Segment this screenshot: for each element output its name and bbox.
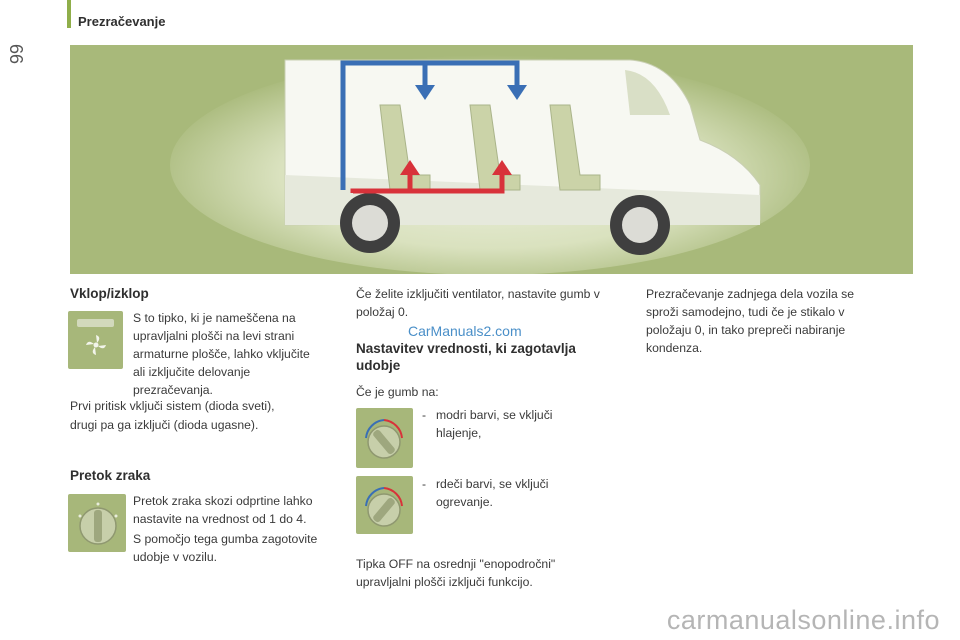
watermark-carmanualsonline: carmanualsonline.info bbox=[666, 605, 940, 635]
off-button-text: Tipka OFF na osrednji "enopodročni" upravljalni plošči izključi funkcijo. bbox=[356, 557, 556, 589]
on-off-description: S to tipko, ki je nameščena na upravljalni plošči na levi strani armaturne plošče, lahko vključite ali izključite delovanje prezračevanja. bbox=[133, 311, 310, 397]
heading-on-off: Vklop/izklop bbox=[70, 286, 149, 301]
fan-button-image bbox=[68, 311, 123, 369]
blue-knob-image bbox=[356, 408, 413, 468]
page-number: 66 bbox=[6, 44, 26, 65]
fan-off-text: Če želite izključiti ventilator, nastavite gumb v položaj 0. bbox=[356, 287, 600, 319]
heading-comfort-setting: Nastavitev vrednosti, ki zagotavlja udobje bbox=[356, 341, 576, 373]
rear-ventilation-text: Prezračevanje zadnjega dela vozila se sproži samodejno, tudi če je stikalo v položaju 0, in tako prepreči nabiranje kondenza. bbox=[646, 287, 854, 355]
heading-airflow: Pretok zraka bbox=[70, 468, 151, 483]
section-marker bbox=[67, 0, 71, 28]
section-title: Prezračevanje bbox=[78, 14, 166, 29]
first-press-text: Prvi pritisk vključi sistem (dioda sveti), bbox=[70, 399, 275, 413]
second-press-text: drugi pa ga izključi (dioda ugasne). bbox=[70, 418, 259, 432]
airflow-knob-icon bbox=[68, 494, 126, 552]
cold-knob-icon bbox=[356, 408, 413, 468]
fan-icon bbox=[84, 333, 108, 357]
bullet-dash-cold: - bbox=[422, 408, 427, 422]
knob-position-intro: Če je gumb na: bbox=[356, 385, 439, 399]
heating-text: rdeči barvi, se vključi ogrevanje. bbox=[436, 477, 549, 509]
airflow-knob-image bbox=[68, 494, 126, 552]
airflow-description: Pretok zraka skozi odprtine lahko nastavite na vrednost od 1 do 4. bbox=[133, 494, 313, 526]
hot-knob-icon bbox=[356, 476, 413, 534]
van-ventilation-illustration bbox=[70, 45, 913, 274]
red-knob-image bbox=[356, 476, 413, 534]
cooling-text: modri barvi, se vključi hlajenje, bbox=[436, 408, 553, 440]
comfort-knob-text: S pomočjo tega gumba zagotovite udobje v vozilu. bbox=[133, 532, 318, 564]
watermark-carmanuals2: CarManuals2.com bbox=[408, 323, 522, 339]
bullet-dash-hot: - bbox=[422, 477, 427, 491]
